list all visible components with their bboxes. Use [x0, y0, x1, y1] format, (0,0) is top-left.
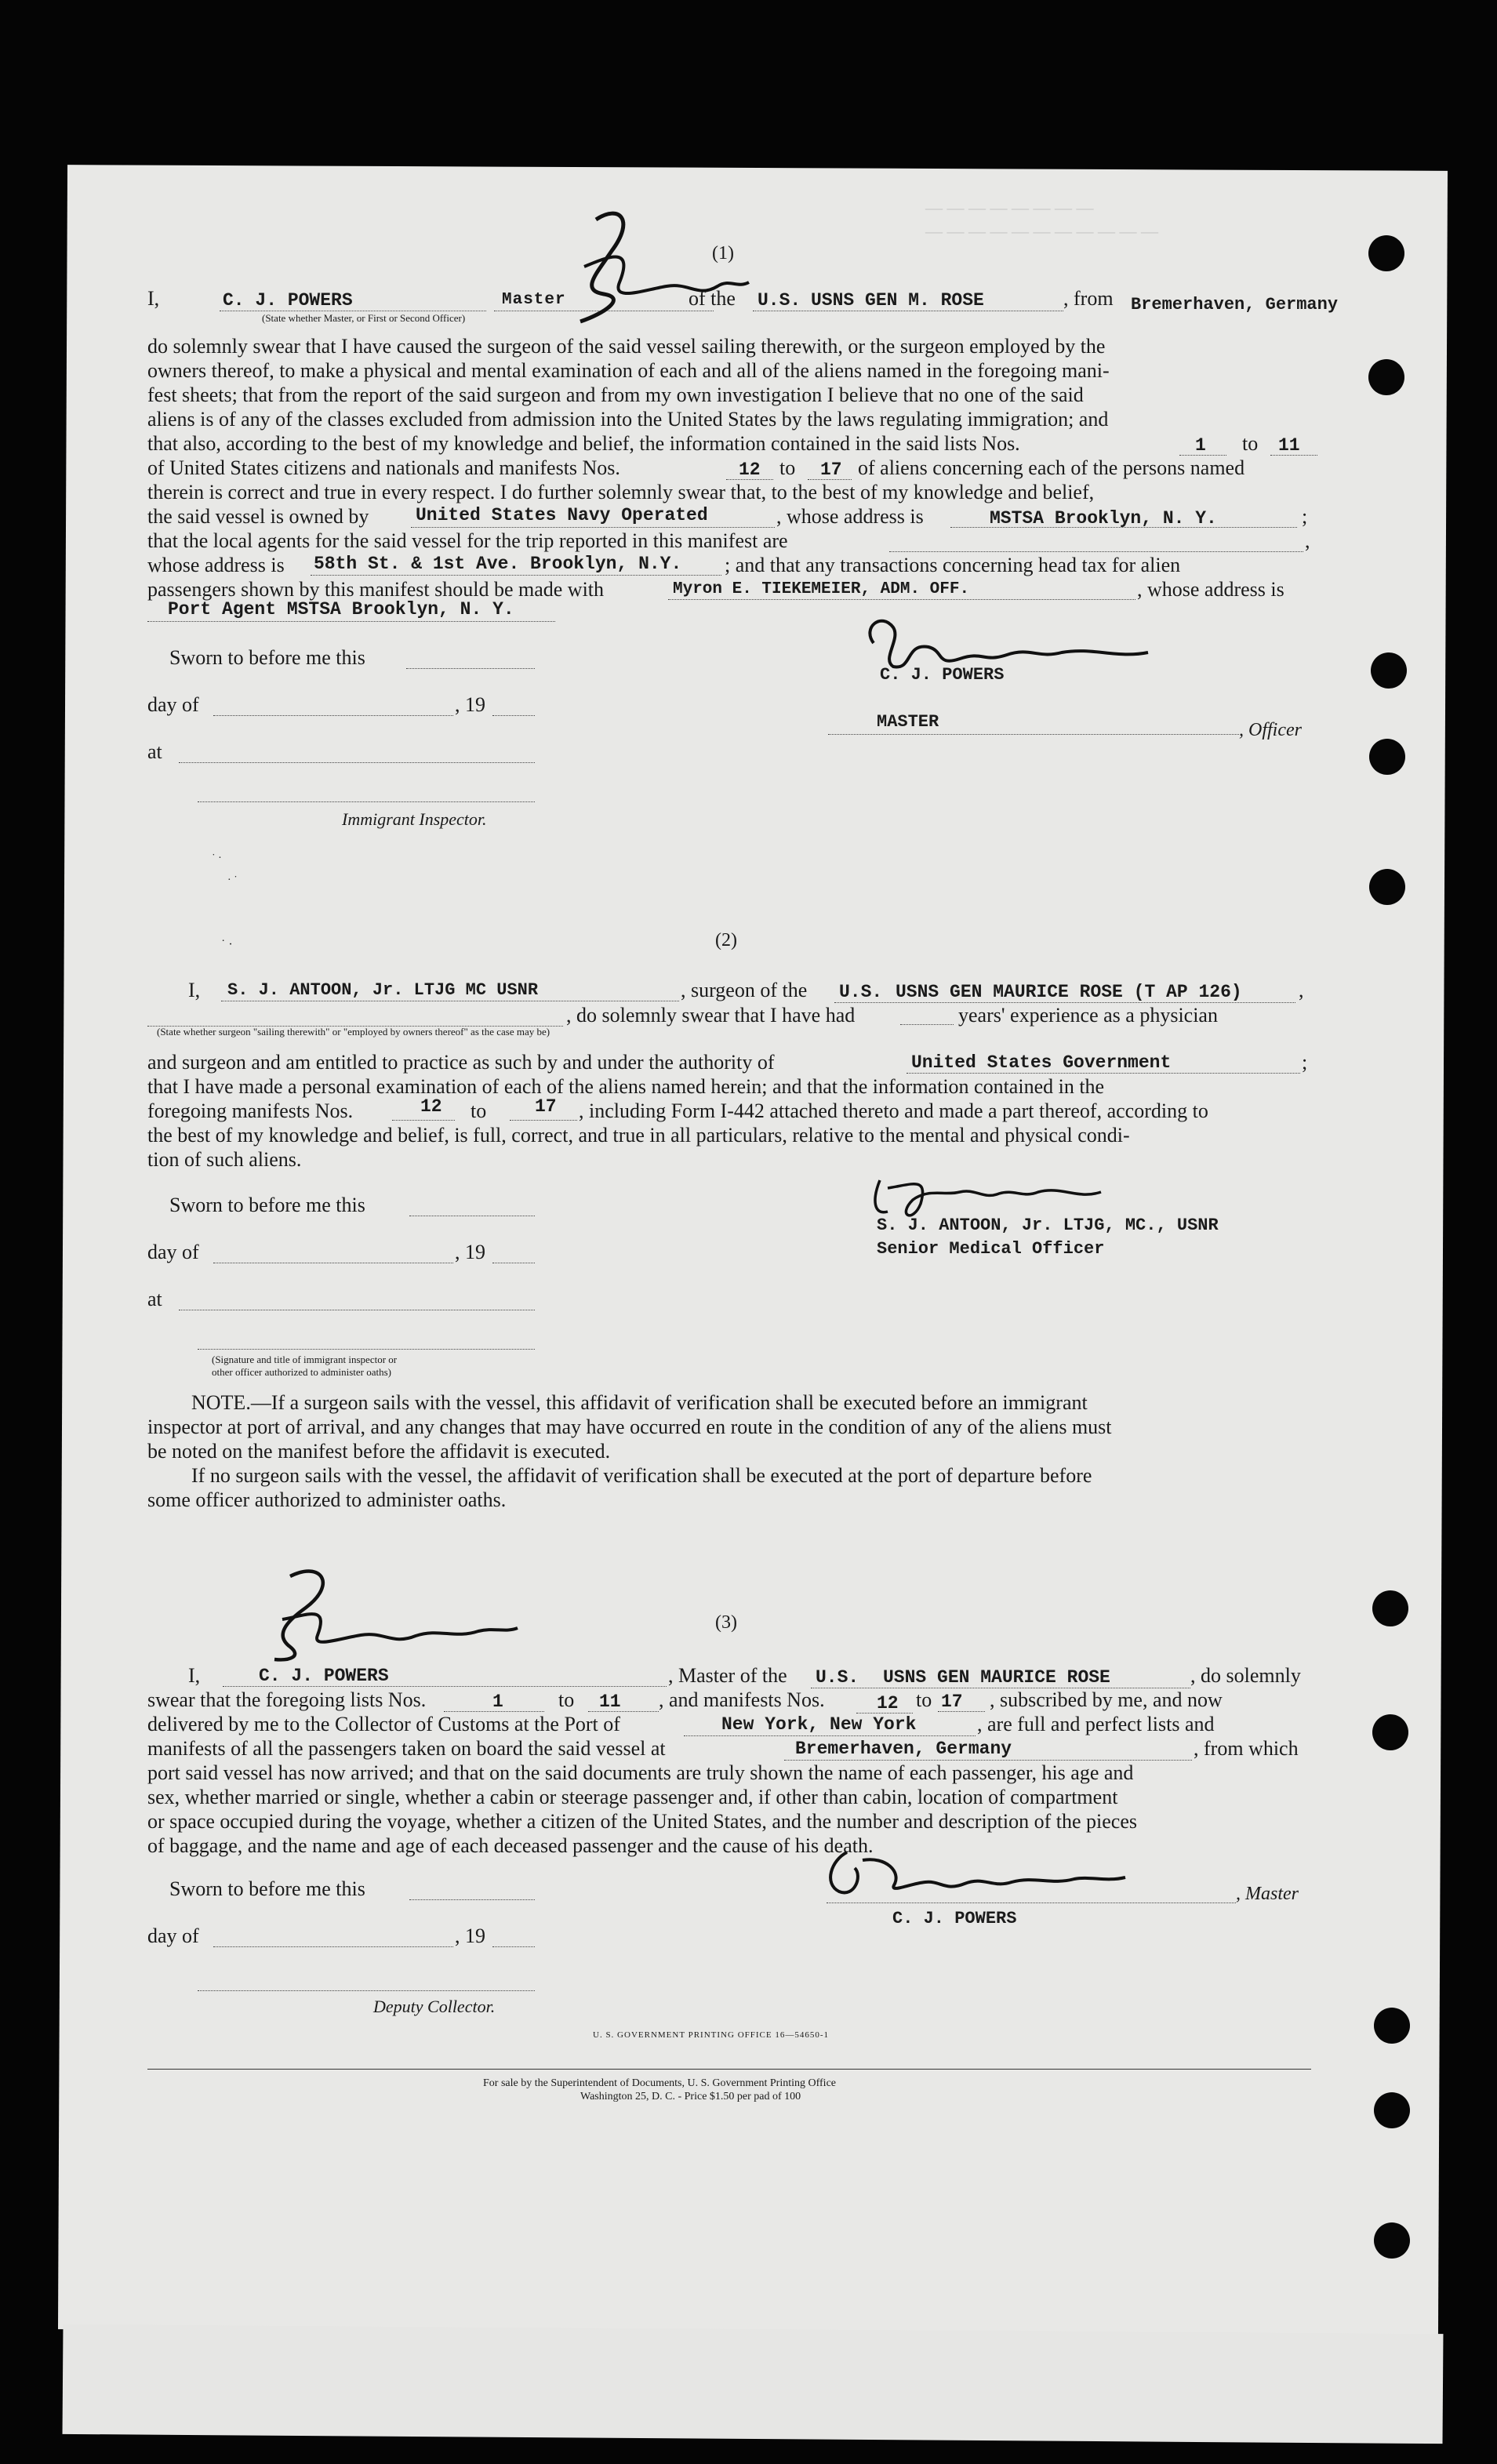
stray-mark: ˙ ·	[212, 852, 222, 864]
section-3-collector-line	[198, 1990, 535, 1991]
section-2-experience: years' experience as a physician	[958, 1004, 1218, 1027]
section-1-agents-line: that the local agents for the said vessel for the trip reported in this manifest are	[147, 529, 788, 552]
section-2-manifests-from-line	[392, 1120, 455, 1121]
section-1-manifests-line: of United States citizens and nationals and manifests Nos.	[147, 456, 620, 479]
printing-office: U. S. GOVERNMENT PRINTING OFFICE 16—54650-1	[593, 2030, 830, 2040]
section-1-agents-blank	[889, 551, 1303, 552]
section-1-lists-from: 1	[1195, 435, 1206, 456]
section-1-rank-note: (State whether Master, or First or Second Officer)	[262, 312, 466, 324]
section-3-name: C. J. POWERS	[259, 1666, 389, 1686]
section-1-lists-line: that also, according to the best of my knowledge and belief, the information contained in the said lists Nos.	[147, 432, 1020, 455]
section-3-sworn-line	[409, 1899, 535, 1900]
section-2-swear: , do solemnly swear that I have had	[566, 1004, 856, 1027]
section-1-of-the: of the	[689, 287, 736, 310]
section-1-day-line	[213, 715, 453, 716]
section-3-lists-to-word: to	[558, 1688, 575, 1711]
section-3-master-of: , Master of the	[668, 1664, 787, 1687]
section-1-correct-line: therein is correct and true in every respect. I do further solemnly swear that, to the best of my knowledge and belief,	[147, 481, 1095, 503]
section-2-manifests-to: 17	[535, 1096, 557, 1117]
section-3-sworn: Sworn to before me this	[169, 1877, 365, 1900]
section-3-year: , 19	[455, 1924, 485, 1947]
section-2-number: (2)	[715, 930, 737, 950]
section-1-agents-address-label: whose address is	[147, 554, 285, 576]
section-1-manifests-tail: of aliens concerning each of the persons named	[858, 456, 1245, 479]
section-3-number: (3)	[715, 1612, 737, 1633]
section-1-agents-tail: ; and that any transactions concerning head tax for alien	[725, 554, 1181, 576]
section-3-lists-from-line	[444, 1711, 544, 1712]
section-3-port-line: delivered by me to the Collector of Customs at the Port of	[147, 1713, 620, 1735]
section-2-note-1: NOTE.—If a surgeon sails with the vessel, this affidavit of verification shall be executed before an immigrant	[191, 1391, 1088, 1414]
section-1-inspector-line	[198, 801, 535, 802]
section-3-manifests-from: 12	[877, 1693, 899, 1714]
section-3-manifests-to-word: to	[916, 1688, 932, 1711]
section-2-note: (State whether surgeon "sailing therewith" or "employed by owners thereof" as the case may be)	[157, 1026, 550, 1038]
section-3-body-line: of baggage, and the name and age of each deceased passenger and the cause of his death.	[147, 1834, 874, 1857]
section-1-tax-agent-address: Port Agent MSTSA Brooklyn, N. Y.	[168, 599, 514, 620]
section-2-manifests-tail: , including Form I-442 attached thereto and made a part thereof, according to	[579, 1099, 1208, 1122]
binder-hole	[1372, 1590, 1408, 1626]
section-3-manifests-to-line	[938, 1711, 985, 1712]
footer-line-1: For sale by the Superintendent of Documents, U. S. Government Printing Office	[483, 2077, 836, 2089]
section-2-authority: United States Government	[911, 1052, 1172, 1073]
section-3-port-line-rule	[684, 1735, 976, 1736]
section-3-i: I,	[188, 1664, 201, 1687]
section-1-tax-agent: Myron E. TIEKEMEIER, ADM. OFF.	[673, 580, 970, 598]
section-1-rank: Master	[502, 291, 566, 309]
section-1-vessel: USNS GEN M. ROSE	[811, 290, 984, 311]
section-1-body-line: fest sheets; that from the report of the said surgeon and from my own investigation I believe that no one of the said	[147, 383, 1084, 406]
section-3-lists-c: , subscribed by me, and now	[990, 1688, 1223, 1711]
section-1-number: (1)	[712, 243, 734, 263]
section-3-taken-b: , from which	[1194, 1737, 1299, 1760]
stray-mark: · ˙	[227, 874, 238, 886]
section-1-passengers-label: passengers shown by this manifest should be made with	[147, 578, 605, 601]
section-1-manifests-to-line	[808, 479, 852, 480]
section-2-vessel: USNS GEN MAURICE ROSE (T AP 126)	[896, 982, 1242, 1002]
section-1-lists-to: 11	[1278, 435, 1300, 456]
binder-hole	[1369, 739, 1405, 775]
section-1-inspector: Immigrant Inspector.	[342, 809, 487, 829]
section-1-agents-address: 58th St. & 1st Ave. Brooklyn, N.Y.	[314, 554, 682, 574]
section-2-comma: ,	[1299, 979, 1304, 1001]
section-3-lists-b: , and manifests Nos.	[659, 1688, 825, 1711]
section-3-lists-to-line	[588, 1711, 659, 1712]
section-1-officer-label: , Officer	[1239, 720, 1302, 740]
section-1-lists-to-word: to	[1242, 432, 1259, 455]
section-2-note-4: If no surgeon sails with the vessel, the affidavit of verification shall be executed at the port of departure before	[191, 1464, 1092, 1487]
binder-hole	[1374, 2008, 1410, 2044]
section-1-sworn: Sworn to before me this	[169, 646, 365, 669]
section-2-day-of: day of	[147, 1241, 199, 1263]
binder-hole	[1371, 652, 1407, 689]
section-2-years-line	[900, 1024, 954, 1025]
section-3-swear-tail: , do solemnly	[1190, 1664, 1301, 1687]
section-2-officer-line	[198, 1349, 535, 1350]
section-1-at: at	[147, 740, 162, 763]
section-3-day-of: day of	[147, 1924, 199, 1947]
binder-hole	[1368, 359, 1404, 395]
section-3-manifests-to: 17	[941, 1692, 963, 1712]
section-3-body-line: sex, whether married or single, whether a cabin or steerage passenger and, if other than cabin, location of compartment	[147, 1786, 1118, 1808]
binder-hole	[1374, 2092, 1410, 2128]
section-1-body-line: owners thereof, to make a physical and mental examination of each and all of the aliens named in the foregoing mani-	[147, 359, 1110, 382]
binder-hole	[1372, 1714, 1408, 1750]
section-2-manifests-to-word: to	[471, 1099, 487, 1122]
section-3-port: New York, New York	[721, 1714, 917, 1735]
section-2-note-5: some officer authorized to administer oaths.	[147, 1488, 507, 1511]
section-1-lists-to-line	[1270, 455, 1317, 456]
section-2-year: , 19	[455, 1241, 485, 1263]
signature-powers-officer	[858, 612, 1156, 674]
footer-line-2: Washington 25, D. C. - Price $1.50 per pad of 100	[580, 2091, 801, 2102]
section-1-sworn-line	[406, 668, 535, 669]
section-1-officer-line	[828, 734, 1239, 735]
section-3-year-line	[492, 1946, 535, 1947]
page-bottom-strip	[63, 2324, 1444, 2444]
section-1-tax-agent-address-label: , whose address is	[1137, 578, 1284, 601]
section-1-name: C. J. POWERS	[223, 290, 353, 311]
section-3-lists-to: 11	[599, 1692, 621, 1712]
section-2-signature-note-1: (Signature and title of immigrant inspector or	[212, 1354, 398, 1365]
section-1-owner-address: MSTSA Brooklyn, N. Y.	[990, 508, 1217, 529]
section-2-name: S. J. ANTOON, Jr. LTJG MC USNR	[227, 980, 539, 1000]
section-1-year-line	[492, 715, 535, 716]
section-1-i: I,	[147, 287, 160, 310]
section-3-taken-line: manifests of all the passengers taken on board the said vessel at	[147, 1737, 666, 1760]
section-1-owned-label: the said vessel is owned by	[147, 505, 369, 528]
section-3-vessel: USNS GEN MAURICE ROSE	[883, 1667, 1110, 1688]
section-3-port-b: , are full and perfect lists and	[977, 1713, 1215, 1735]
section-1-manifests-to: 17	[820, 460, 842, 480]
section-3-body-line: port said vessel has now arrived; and that on the said documents are truly shown the name of each passenger, his age and	[147, 1761, 1134, 1784]
section-2-note-2: inspector at port of arrival, and any changes that may have occurred en route in the condition of any of the aliens must	[147, 1416, 1112, 1438]
section-2-signer-typed: S. J. ANTOON, Jr. LTJG, MC., USNR	[877, 1216, 1219, 1235]
section-2-signer-title: Senior Medical Officer	[877, 1239, 1105, 1259]
signature-powers-master	[816, 1837, 1129, 1907]
section-1-manifests-from: 12	[739, 460, 761, 480]
section-3-collector: Deputy Collector.	[373, 1997, 496, 2016]
section-3-taken-at-line	[784, 1760, 1192, 1761]
binder-hole	[1374, 2222, 1410, 2259]
section-3-body-line: or space occupied during the voyage, whether a citizen of the United States, and the number and description of the pieces	[147, 1810, 1138, 1833]
section-3-lists-from: 1	[492, 1692, 503, 1712]
section-1-owner-address-line	[950, 527, 1297, 528]
section-2-sworn: Sworn to before me this	[169, 1194, 365, 1216]
section-3-name-line	[223, 1686, 667, 1687]
section-2-authority-line-rule	[907, 1073, 1300, 1074]
section-1-lists-from-line	[1179, 455, 1226, 456]
section-2-manifests-line: foregoing manifests Nos.	[147, 1099, 354, 1122]
section-1-owner-line	[411, 527, 775, 528]
section-3-signer-typed: C. J. POWERS	[892, 1909, 1017, 1928]
section-2-i: I,	[188, 979, 201, 1001]
section-1-owner: United States Navy Operated	[416, 505, 708, 525]
binder-hole	[1368, 235, 1404, 271]
section-1-at-line	[179, 762, 535, 763]
section-1-body-line: do solemnly swear that I have caused the surgeon of the said vessel sailing therewith, or the surgeon employed by the	[147, 335, 1106, 358]
section-1-agents-address-line	[311, 575, 721, 576]
section-1-year: , 19	[455, 693, 485, 716]
section-2-surgeon-of-the: , surgeon of the	[681, 979, 808, 1001]
signature-antoon	[866, 1168, 1117, 1223]
section-2-semicolon: ;	[1302, 1051, 1308, 1074]
section-3-master-label: , Master	[1236, 1884, 1299, 1904]
footer-rule	[147, 2069, 1311, 2070]
section-1-from: , from	[1063, 287, 1114, 310]
section-1-manifests-from-line	[726, 479, 773, 480]
binder-hole	[1369, 869, 1405, 905]
section-2-best-line: the best of my knowledge and belief, is full, correct, and true in all particulars, relative to the mental and physical condi-	[147, 1124, 1130, 1147]
section-3-taken-at: Bremerhaven, Germany	[795, 1739, 1012, 1759]
section-3-vessel-prefix: U.S.	[816, 1667, 859, 1688]
section-1-tax-agent-line	[668, 599, 1135, 600]
section-1-tax-agent-address-line	[147, 621, 555, 622]
signature-powers-top	[549, 196, 753, 329]
section-1-port: Bremerhaven, Germany	[1131, 295, 1339, 314]
section-1-signer-title: MASTER	[877, 712, 939, 732]
section-2-manifests-from: 12	[420, 1096, 442, 1117]
section-2-note-3: be noted on the manifest before the affidavit is executed.	[147, 1440, 611, 1463]
section-1-manifests-to-word: to	[779, 456, 796, 479]
section-1-semicolon: ;	[1302, 505, 1308, 528]
signature-powers-section-3-top	[243, 1561, 525, 1663]
section-3-day-line	[213, 1946, 453, 1947]
section-3-lists-line: swear that the foregoing lists Nos.	[147, 1688, 427, 1711]
section-1-body-line: aliens is of any of the classes excluded from admission into the United States by the laws regulating immigration; and	[147, 408, 1109, 431]
section-1-signer-typed: C. J. POWERS	[880, 665, 1005, 685]
bleed-through-text: — — — — — — — —	[925, 198, 1094, 217]
section-2-vessel-line	[834, 1002, 1295, 1003]
bleed-through-text: — — — — — — — — — — —	[925, 221, 1158, 241]
section-1-owner-address-label: , whose address is	[776, 505, 924, 528]
section-1-comma: ,	[1305, 529, 1310, 552]
section-2-signature-note-2: other officer authorized to administer oaths)	[212, 1366, 391, 1378]
section-2-vessel-prefix: U.S.	[839, 982, 883, 1002]
stray-mark: ˙ ·	[221, 938, 233, 951]
section-2-manifests-to-line	[510, 1120, 577, 1121]
section-2-exam-line: that I have made a personal examination of each of the aliens named herein; and that the information contained in the	[147, 1075, 1105, 1098]
section-2-tion-line: tion of such aliens.	[147, 1148, 302, 1171]
section-1-vessel-prefix: U.S.	[758, 290, 801, 311]
section-1-day-of: day of	[147, 693, 199, 716]
section-2-authority-line: and surgeon and am entitled to practice as such by and under the authority of	[147, 1051, 775, 1074]
section-2-at: at	[147, 1288, 162, 1310]
